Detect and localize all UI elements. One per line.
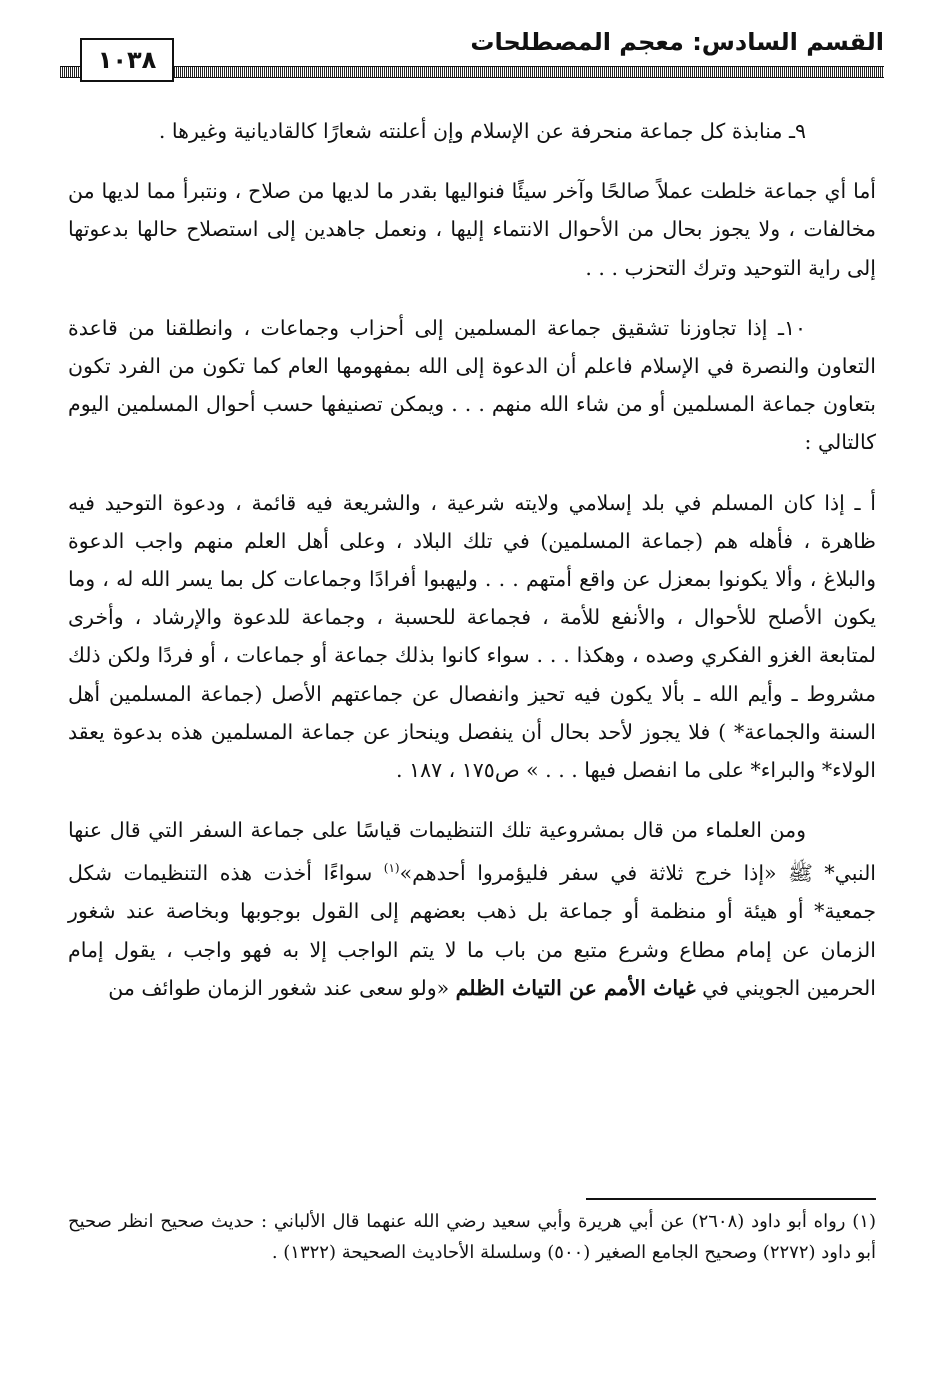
paragraph-text-part: ومن العلماء من قال بمشروعية تلك التنظيمات قياسًا على جماعة السفر التي قال عنها النبي* ﷺ «إذا خرج ثلاثة في سفر فليؤمروا أحدهم» (68, 818, 877, 886)
paragraph-text-part: سواءًا أخذت هذه التنظيمات شكل جمعية* أو هيئة أو منظمة أو جماعة بل ذهب بعضهم إلى القول بوجوبها وبخاصة عند شغور الزمان عن إمام مطاع وشرع متبع من باب ما لا يتم الواجب إلا به فهو واجب ، يقول إمام الحرمين الجويني في (68, 861, 876, 1000)
page-number: ١٠٣٨ (80, 38, 174, 82)
footnote-text: (١) رواه أبو داود (٢٦٠٨) عن أبي هريرة وأبي سعيد رضي الله عنهما قال الألباني : حديث صحيح انظر صحيح أبو داود (٢٢٧٢) وصحيح الجامع الصغير (٥٠٠) وسلسلة الأحاديث الصحيحة (١٣٢٢) . (68, 1211, 876, 1263)
paragraph-item-9: ٩ـ منابذة كل جماعة منحرفة عن الإسلام وإن أعلنته شعارًا كالقاديانية وغيرها . (158, 119, 806, 143)
book-title: غياث الأمم عن التياث الظلم (455, 975, 696, 1000)
running-title: القسم السادس: معجم المصطلحات (470, 28, 884, 56)
footnote-separator (586, 1198, 876, 1200)
paragraph-scholars (68, 811, 876, 1007)
paragraph-item-a: أ ـ إذا كان المسلم في بلد إسلامي ولايته شرعية ، والشريعة فيه قائمة ، ودعوة التوحيد فيه ظاهرة ، فأهله هم (جماعة المسلمين) في تلك البلاد ، وعلى أهل العلم منهم واجب الدعوة والبلاغ ، وألا يكونوا بمعزل عن واقع أمتهم . . . وليهبوا أفرادًا وجماعات كل بما يسر الله له ، وما يكون الأصلح للأحوال ، والأنفع للأمة ، فجماعة للحسبة ، وجماعة للدعوة والإرشاد ، وأخرى لمتابعة الغزو الفكري وصده ، وهكذا . . . سواء كانوا بذلك جماعة أو جماعات ، أو فردًا ولكن ذلك مشروط ـ وأيم الله ـ بألا يكون فيه تحيز وانفصال عن جماعتهم الأصل (جماعة المسلمين أهل السنة والجماعة* ) فلا يجوز لأحد بحال أن ينفصل وينحاز عن جماعة المسلمين هذه بدعوة يعقد الولاء* والبراء* على ما انفصل فيها . . . » ص١٧٥ ، ١٨٧ . (68, 490, 876, 783)
footnote-reference: (١) (383, 861, 400, 876)
page-header (60, 18, 884, 78)
main-text (68, 112, 876, 1007)
header-rule (60, 66, 884, 78)
paragraph-item-10: ١٠ـ إذا تجاوزنا تشقيق جماعة المسلمين إلى أحزاب وجماعات ، وانطلقنا من قاعدة التعاون والنصرة في الإسلام فاعلم أن الدعوة إلى الله بمفهومها العام كما تكون من الفرد تكون بتعاون جماعة المسلمين أو من شاء الله منهم . . . ويمكن تصنيفها حسب أحوال المسلمين اليوم كالتالي : (68, 315, 876, 455)
paragraph-text-part: «ولو سعى عند شغور الزمان طوائف من (108, 975, 456, 1000)
paragraph-mixed-groups: أما أي جماعة خلطت عملاً صالحًا وآخر سيئًا فنواليها بقدر ما لديها من صلاح ، ونتبرأ مما لديها من مخالفات ، ولا يجوز بحال من الأحوال الانتماء إليها ، ونعمل جاهدين إلى استصلاح حالها بدعوتها إلى راية التوحيد وترك التحزب . . . (68, 179, 876, 280)
